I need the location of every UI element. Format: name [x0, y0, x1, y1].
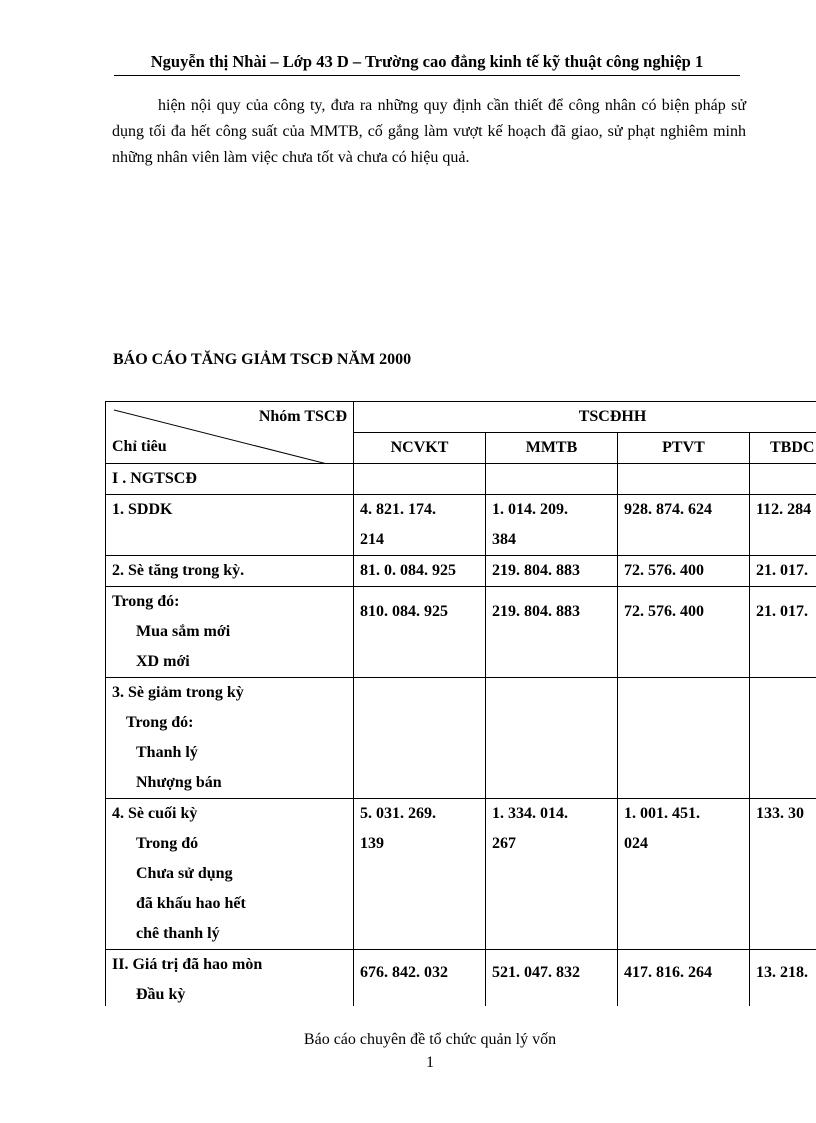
table-cell — [750, 495, 816, 556]
column-header: MMTB — [486, 433, 618, 464]
table-cell — [618, 678, 750, 799]
row-label-cell — [106, 556, 354, 587]
table-cell — [486, 587, 618, 678]
table-cell — [750, 950, 816, 1007]
cell-value: 21. 017. — [756, 603, 808, 620]
table-cell — [618, 799, 750, 950]
row-label-line: Trong đó: — [112, 593, 180, 610]
page-header: Nguyễn thị Nhài – Lớp 43 D – Trường cao đẳng kinh tế kỹ thuật công nghiệp 1 — [114, 52, 740, 76]
table-cell — [486, 950, 618, 1007]
table-cell — [486, 556, 618, 587]
table-row — [106, 678, 816, 799]
cell-value: 810. 084. 925 — [360, 603, 448, 620]
row-label-line: Trong đó: — [126, 714, 194, 731]
cell-value: 384 — [492, 531, 516, 548]
table-row — [106, 464, 816, 495]
report-title: BÁO CÁO TĂNG GIẢM TSCĐ NĂM 2000 — [113, 351, 412, 368]
row-label-cell — [106, 464, 354, 495]
cell-value: 521. 047. 832 — [492, 964, 580, 981]
column-header: TBDC — [750, 433, 816, 464]
row-label-line: Đầu kỳ — [136, 986, 186, 1003]
body-paragraph — [112, 93, 746, 171]
table-cell — [354, 464, 486, 495]
cell-value: 024 — [624, 835, 648, 852]
table-header-row-1 — [106, 402, 816, 433]
tscd-table — [105, 401, 816, 1006]
table-cell — [750, 678, 816, 799]
row-label-line: 4. Sè cuối kỳ — [112, 805, 198, 822]
table-cell — [750, 556, 816, 587]
cell-value: 4. 821. 174. — [360, 501, 436, 518]
row-label-cell — [106, 587, 354, 678]
table-cell — [618, 950, 750, 1007]
cell-value: 417. 816. 264 — [624, 964, 712, 981]
table-row — [106, 587, 816, 678]
cell-value: 219. 804. 883 — [492, 603, 580, 620]
group-name-cell: TSCĐHH — [354, 402, 816, 433]
table-cell — [486, 464, 618, 495]
row-label-line: Chưa sử dụng — [136, 865, 233, 882]
table-cell — [618, 495, 750, 556]
table-cell — [354, 587, 486, 678]
table-row — [106, 556, 816, 587]
cell-value: 214 — [360, 531, 384, 548]
table-row — [106, 495, 816, 556]
cell-value: 21. 017. — [756, 562, 808, 579]
table-cell — [354, 495, 486, 556]
cell-value: 5. 031. 269. — [360, 805, 436, 822]
table-cell — [354, 556, 486, 587]
table-cell — [750, 587, 816, 678]
footer-caption: Báo cáo chuyên đề tổ chức quản lý vốn — [303, 1031, 557, 1048]
row-label-line: I . NGTSCĐ — [112, 470, 197, 487]
cell-value: 72. 576. 400 — [624, 562, 704, 579]
row-label-line: 2. Sè tăng trong kỳ. — [112, 562, 245, 579]
table-cell — [750, 799, 816, 950]
cell-value: 112. 284 — [756, 501, 812, 518]
cell-value: 72. 576. 400 — [624, 603, 704, 620]
cell-value: 219. 804. 883 — [492, 562, 580, 579]
cell-value: 13. 218. — [756, 964, 808, 981]
category-header-cell — [106, 402, 354, 464]
row-label-line: 1. SDDK — [112, 501, 173, 518]
row-label-line: Mua sắm mới — [136, 623, 231, 640]
row-label-cell — [106, 950, 354, 1007]
table-cell — [354, 799, 486, 950]
column-header: PTVT — [618, 433, 750, 464]
row-label-line: Thanh lý — [136, 744, 198, 761]
table-cell — [354, 678, 486, 799]
column-header: NCVKT — [354, 433, 486, 464]
table-row — [106, 799, 816, 950]
row-label-line: đã khấu hao hết — [136, 895, 246, 912]
cell-value: 81. 0. 084. 925 — [360, 562, 456, 579]
table-cell — [750, 464, 816, 495]
cell-value: 1. 014. 209. — [492, 501, 568, 518]
cell-value: 267 — [492, 835, 516, 852]
row-label-line: Trong đó — [136, 835, 199, 852]
cell-value: 928. 874. 624 — [624, 501, 712, 518]
cell-value: 139 — [360, 835, 384, 852]
table-cell — [618, 464, 750, 495]
table-cell — [618, 556, 750, 587]
diagonal-divider — [106, 402, 354, 463]
row-label-line: 3. Sè giảm trong kỳ — [112, 684, 244, 701]
tscd-table-container — [105, 401, 816, 1006]
page-number: 1 — [426, 1054, 434, 1071]
paragraph-text: hiện nội quy của công ty, đưa ra những quy định cần thiết để công nhân có biện pháp sử dụng tối đa hết công suất của MMTB, cố gắng làm vượt kế hoạch đã giao, sử phạt nghiêm minh những nhân viên làm việc chưa tốt và chưa có hiệu quả. — [112, 97, 746, 166]
cell-value: 1. 334. 014. — [492, 805, 568, 822]
table-cell — [354, 950, 486, 1007]
table-cell — [486, 678, 618, 799]
cell-value: 133. 30 — [756, 805, 804, 822]
table-cell — [486, 495, 618, 556]
row-label-cell — [106, 495, 354, 556]
row-label: Chỉ tiêu — [112, 438, 167, 455]
row-label-line: II. Giá trị đã hao mòn — [112, 956, 263, 973]
table-cell — [618, 587, 750, 678]
group-label: Nhóm TSCĐ — [258, 408, 347, 425]
table-cell — [486, 799, 618, 950]
cell-value: 1. 001. 451. — [624, 805, 700, 822]
row-label-cell — [106, 799, 354, 950]
row-label-line: XD mới — [136, 653, 190, 670]
table-row — [106, 950, 816, 1007]
row-label-cell — [106, 678, 354, 799]
cell-value: 676. 842. 032 — [360, 964, 448, 981]
row-label-line: chê thanh lý — [136, 925, 220, 942]
row-label-line: Nhượng bán — [136, 774, 222, 791]
